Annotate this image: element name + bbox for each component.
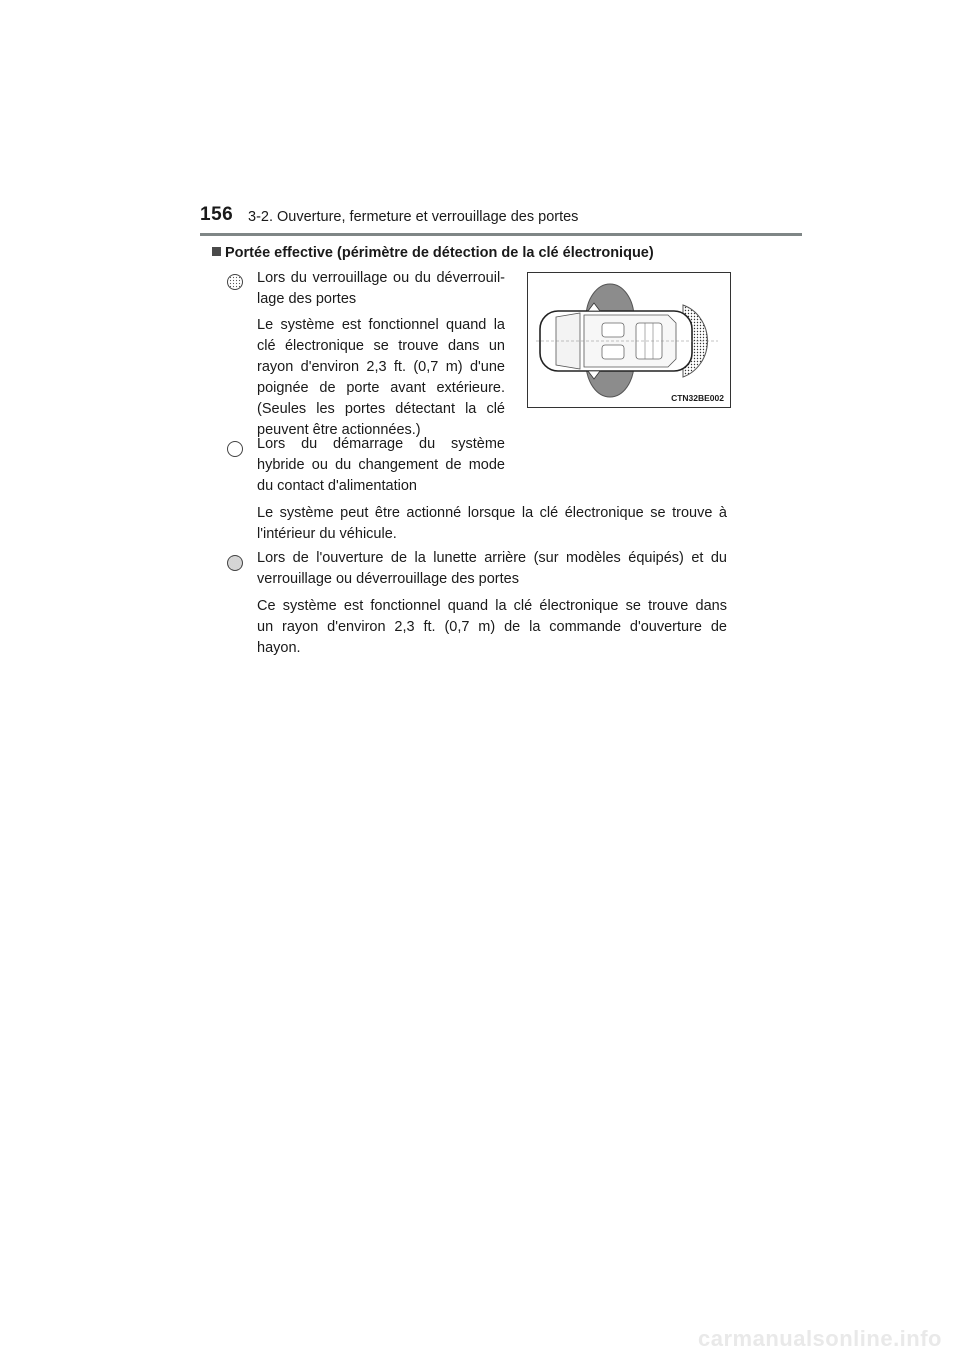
page-header (200, 204, 802, 234)
dense-dot-circle-icon (226, 554, 244, 572)
section-title: Portée effective (périmètre de détection de la clé électronique) (212, 245, 654, 261)
header-rule (200, 233, 802, 236)
item-1-body: Le système est fonctionnel quand la clé électronique se trouve dans un rayon d'environ 2,3 ft. (0,7 m) d'une poignée de porte avant extérieure. (Seules les portes détectant la clé peuvent être actionnées.) (257, 317, 505, 438)
item-3-body: Ce système est fonctionnel quand la clé électronique se trouve dans un rayon d'environ 2,3 ft. (0,7 m) de la commande d'ouverture de hayon. (257, 598, 727, 656)
item-3-heading: Lors de l'ouverture de la lunette arrière (sur modèles équipés) et du verrouillage ou déverrouillage des portes (257, 550, 727, 587)
page-number: 156 (200, 204, 234, 225)
chapter-title: 3-2. Ouverture, fermeture et verrouillage des portes (248, 209, 579, 225)
item-2-body: Le système peut être actionné lorsque la clé électronique se trouve à l'intérieur du véhicule. (257, 505, 727, 542)
item-1-heading: Lors du verrouillage ou du déverrouil- lage des portes (257, 270, 505, 307)
watermark: carmanualsonline.info (698, 1326, 942, 1351)
detection-range-figure (527, 272, 731, 408)
sparse-dot-circle-icon (226, 273, 244, 291)
square-bullet-icon (212, 247, 221, 256)
empty-circle-icon (226, 440, 244, 458)
item-2-heading: Lors du démarrage du système hybride ou du changement de mode du contact d'alimentation (257, 436, 505, 494)
figure-code: CTN32BE002 (671, 393, 724, 403)
vehicle-top-view-icon (528, 273, 729, 406)
